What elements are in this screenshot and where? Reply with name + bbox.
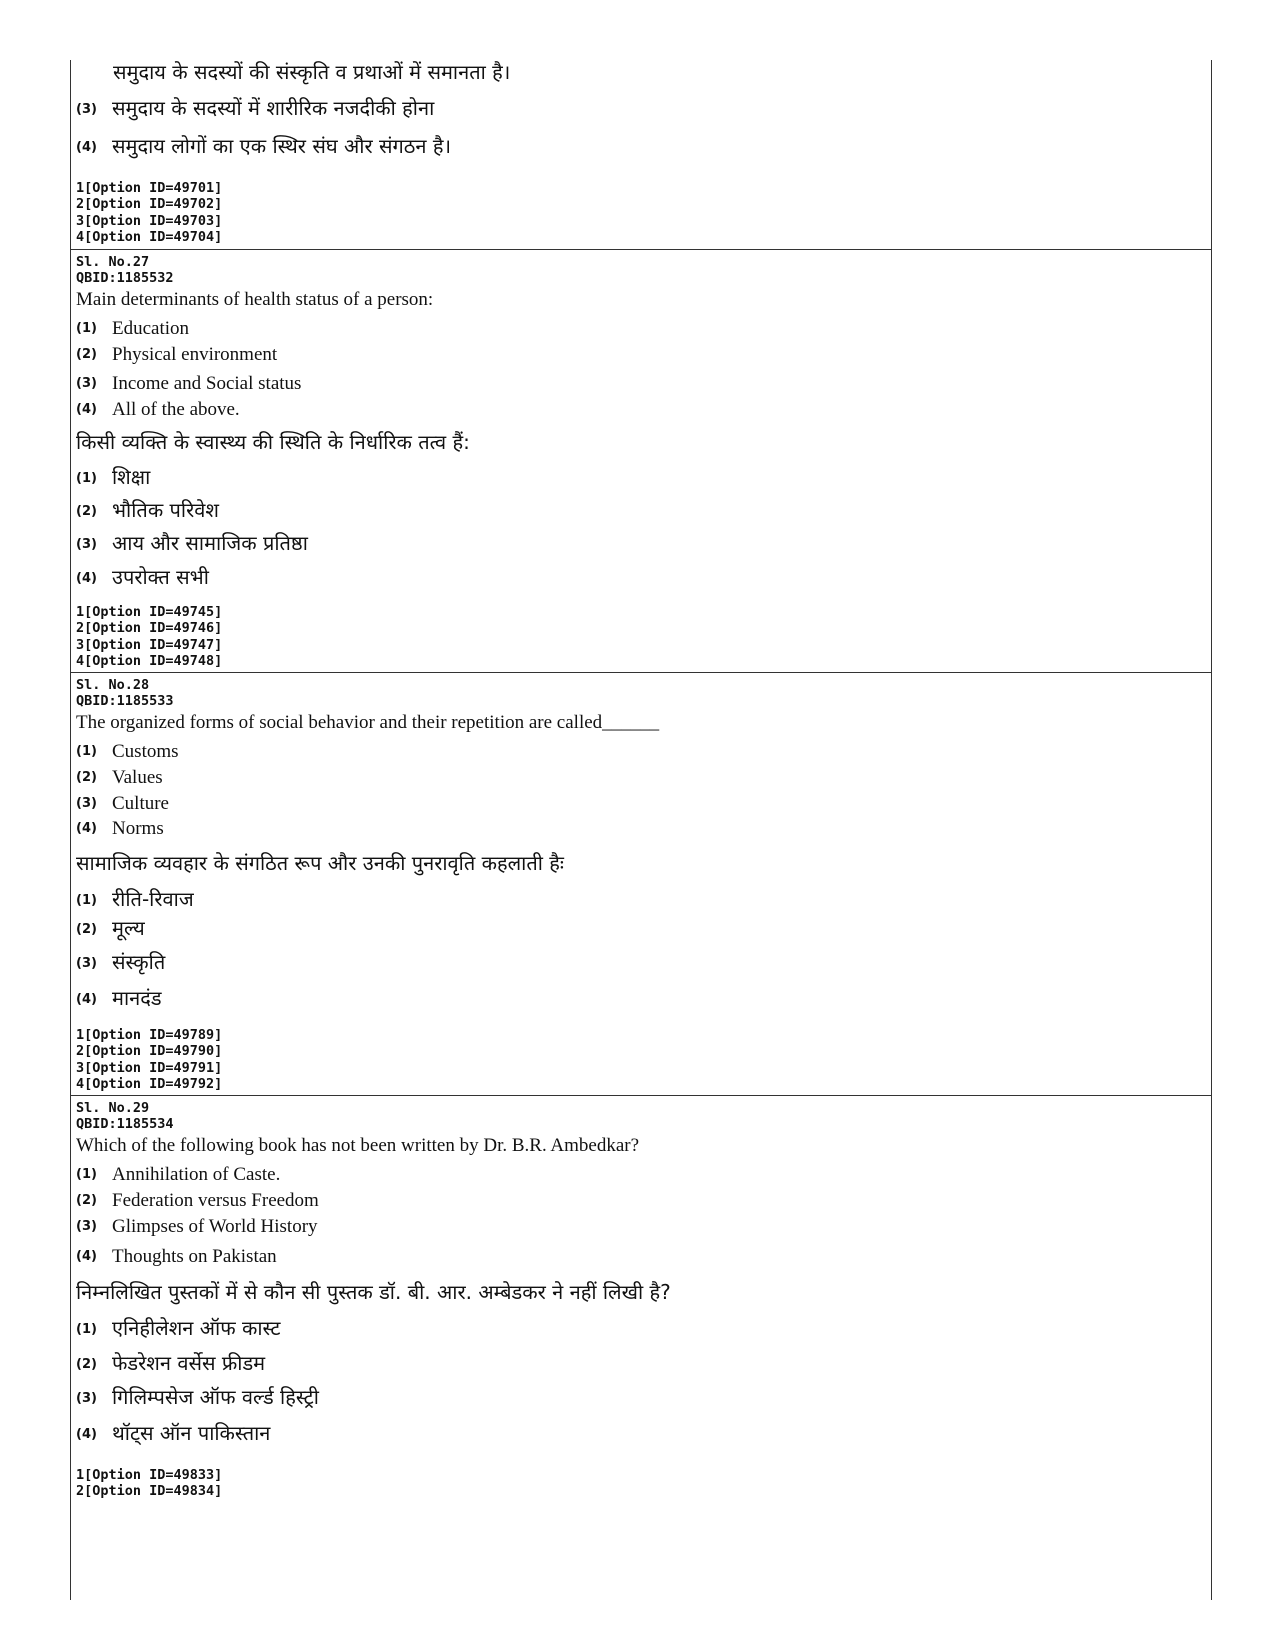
question-paper-frame [70, 60, 1212, 1600]
option-number: (3) [76, 102, 97, 117]
option-text: शिक्षा [112, 465, 151, 489]
option-number: (3) [76, 1391, 97, 1406]
option-4-hindi [76, 984, 162, 1011]
option-4-english [76, 399, 240, 421]
question-header [76, 1100, 174, 1132]
option-number: (1) [76, 893, 97, 908]
question-text-english: Main determinants of health status of a person: [76, 289, 434, 310]
option-text: भौतिक परिवेश [112, 498, 219, 522]
option-text: Federation versus Freedom [112, 1190, 319, 1211]
option-3-hindi [76, 94, 434, 121]
question-26-hindi-continuation: समुदाय के सदस्यों की संस्कृति व प्रथाओं में समानता है। [113, 60, 511, 84]
option-number: (2) [76, 504, 97, 519]
option-text: फेडरेशन वर्सेस फ्रीडम [112, 1351, 266, 1375]
option-text: Annihilation of Caste. [112, 1164, 281, 1185]
option-number: (4) [76, 1249, 97, 1264]
option-3-english [76, 1216, 318, 1238]
option-id-list [76, 604, 222, 669]
section-divider [71, 1095, 1211, 1096]
question-text-english: Which of the following book has not been written by Dr. B.R. Ambedkar? [76, 1135, 640, 1156]
option-number: (1) [76, 1322, 97, 1337]
option-number: (2) [76, 922, 97, 937]
option-4-hindi [76, 1419, 270, 1446]
option-text: Values [112, 767, 163, 788]
option-2-hindi [76, 496, 219, 523]
qbid: QBID:1185532 [76, 270, 174, 286]
option-id: 1[Option ID=49789] [76, 1027, 223, 1043]
option-id: 3[Option ID=49703] [76, 212, 223, 229]
serial-number: Sl. No.27 [76, 254, 150, 270]
option-2-english [76, 767, 163, 789]
option-text: आय और सामाजिक प्रतिष्ठा [112, 531, 308, 555]
option-number: (2) [76, 1193, 97, 1208]
option-text: गिलिम्पसेज ऑफ वर्ल्ड हिस्ट्री [112, 1385, 319, 1409]
option-text: समुदाय लोगों का एक स्थिर संघ और संगठन है। [112, 134, 452, 158]
option-1-hindi [76, 885, 194, 912]
option-3-hindi [76, 529, 308, 556]
option-number: (4) [76, 402, 97, 417]
option-text: Physical environment [112, 344, 278, 365]
option-number: (4) [76, 1427, 97, 1442]
option-4-hindi [76, 132, 451, 159]
option-number: (1) [76, 1167, 97, 1182]
option-4-english [76, 818, 164, 840]
option-id: 4[Option ID=49748] [76, 652, 223, 669]
serial-number: Sl. No.29 [76, 1100, 150, 1116]
option-number: (1) [76, 471, 97, 486]
option-text: समुदाय के सदस्यों में शारीरिक नजदीकी होना [112, 96, 435, 120]
option-text: Thoughts on Pakistan [112, 1246, 277, 1267]
qbid: QBID:1185534 [76, 1116, 174, 1132]
option-id: 3[Option ID=49747] [76, 636, 223, 653]
option-id: 4[Option ID=49792] [76, 1075, 223, 1092]
serial-number: Sl. No.28 [76, 677, 150, 693]
option-number: (2) [76, 770, 97, 785]
option-1-hindi [76, 1314, 280, 1341]
option-1-english [76, 741, 179, 763]
section-divider [71, 672, 1211, 673]
option-id-list [76, 1027, 222, 1092]
option-2-english [76, 344, 277, 366]
option-text: मूल्य [112, 916, 145, 940]
option-4-hindi [76, 563, 209, 590]
option-id: 1[Option ID=49745] [76, 604, 223, 620]
option-id-list [76, 180, 222, 245]
option-text: संस्कृति [112, 950, 166, 974]
option-id: 2[Option ID=49746] [76, 620, 223, 637]
option-3-hindi [76, 1383, 319, 1410]
question-text-hindi: सामाजिक व्यवहार के संगठित रूप और उनकी पुनरावृति कहलाती हैः [76, 851, 564, 875]
option-text: रीति-रिवाज [112, 887, 194, 911]
option-number: (2) [76, 1357, 97, 1372]
option-text: थॉट्स ऑन पाकिस्तान [112, 1421, 271, 1445]
option-id: 4[Option ID=49704] [76, 228, 223, 245]
option-number: (4) [76, 571, 97, 586]
option-number: (3) [76, 537, 97, 552]
section-divider [71, 249, 1211, 250]
option-3-hindi [76, 948, 165, 975]
option-text: All of the above. [112, 399, 240, 420]
option-number: (4) [76, 140, 97, 155]
option-text: मानदंड [112, 986, 162, 1010]
option-1-english [76, 1164, 280, 1186]
option-text: Norms [112, 818, 164, 839]
option-2-hindi [76, 914, 145, 941]
option-2-hindi [76, 1349, 265, 1376]
option-number: (3) [76, 1219, 97, 1234]
option-1-english [76, 318, 189, 340]
option-1-hindi [76, 463, 150, 490]
option-text: Income and Social status [112, 373, 302, 394]
option-number: (3) [76, 796, 97, 811]
option-id: 1[Option ID=49701] [76, 180, 223, 196]
question-text-hindi: किसी व्यक्ति के स्वास्थ्य की स्थिति के निर्धारिक तत्व हैं: [76, 430, 470, 454]
question-text-hindi: निम्नलिखित पुस्तकों में से कौन सी पुस्तक डॉ. बी. आर. अम्बेडकर ने नहीं लिखी है? [76, 1280, 671, 1304]
option-text: एनिहीलेशन ऑफ कास्ट [112, 1316, 281, 1340]
option-text: Culture [112, 793, 169, 814]
option-number: (3) [76, 376, 97, 391]
option-id: 2[Option ID=49702] [76, 196, 223, 213]
option-text: Glimpses of World History [112, 1216, 318, 1237]
option-number: (1) [76, 744, 97, 759]
option-id-list [76, 1467, 222, 1500]
option-id: 2[Option ID=49790] [76, 1043, 223, 1060]
option-number: (4) [76, 992, 97, 1007]
option-number: (3) [76, 956, 97, 971]
option-number: (2) [76, 347, 97, 362]
option-text: Customs [112, 741, 179, 762]
question-header [76, 254, 174, 286]
option-2-english [76, 1190, 319, 1212]
option-id: 1[Option ID=49833] [76, 1467, 223, 1483]
question-header [76, 677, 174, 709]
option-text: उपरोक्त सभी [112, 565, 209, 589]
option-id: 2[Option ID=49834] [76, 1483, 223, 1500]
question-text-english: The organized forms of social behavior and their repetition are called______ [76, 712, 660, 733]
option-text: Education [112, 318, 190, 339]
option-3-english [76, 793, 169, 815]
option-4-english [76, 1246, 277, 1268]
qbid: QBID:1185533 [76, 693, 174, 709]
option-id: 3[Option ID=49791] [76, 1059, 223, 1076]
option-number: (4) [76, 821, 97, 836]
option-3-english [76, 373, 301, 395]
option-number: (1) [76, 321, 97, 336]
